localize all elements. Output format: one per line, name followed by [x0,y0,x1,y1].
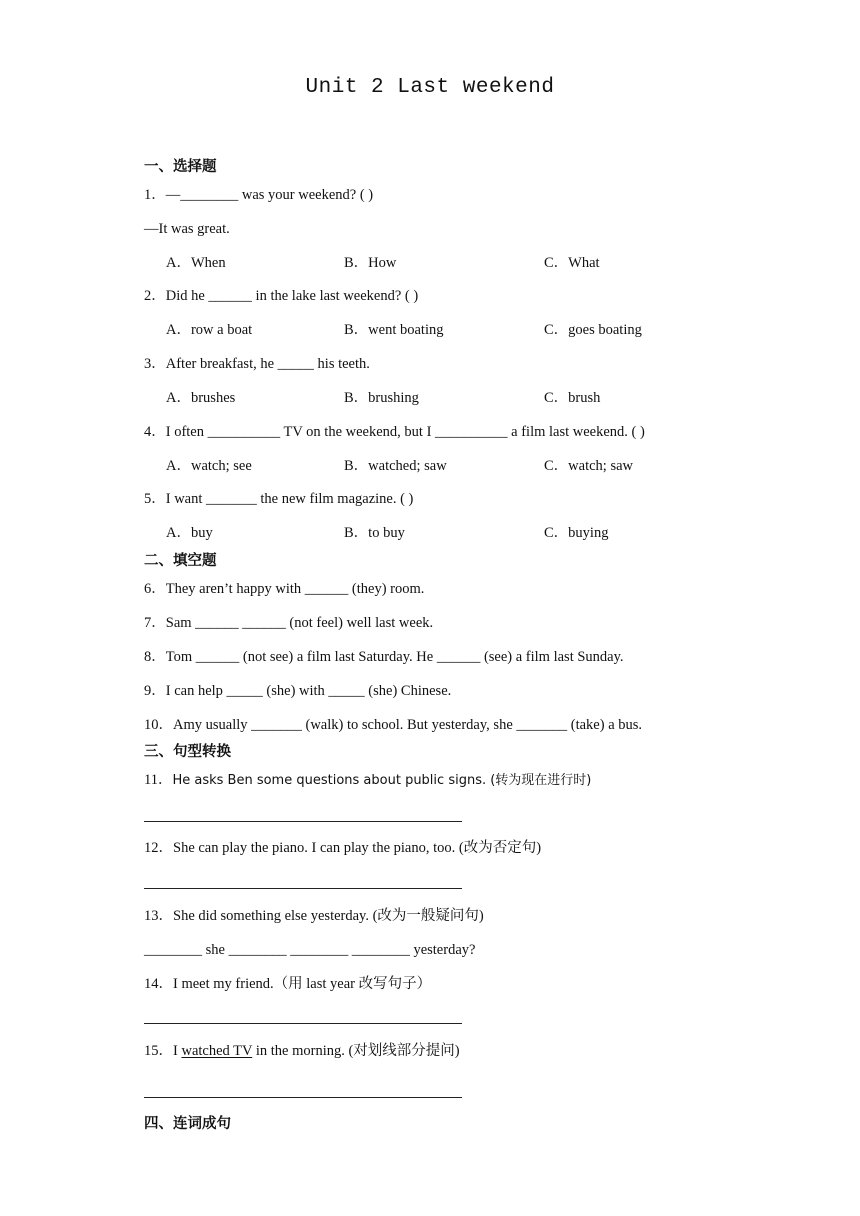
question-8: 8．Tom ______ (not see) a film last Saturday. He ______ (see) a film last Sunday. [144,649,624,665]
section-heading-word-order: 四、连词成句 [144,1116,231,1132]
question-15-prefix: 15．I [144,1043,182,1059]
question-1-answer-line: —It was great. [144,221,230,237]
question-15 [144,1041,460,1061]
question-2: 2．Did he ______ in the lake last weekend? ( ) [144,288,419,304]
question-4-option-b: B．watched; saw [344,458,447,474]
question-3-option-c: C．brush [544,390,601,406]
question-15-answer-line [144,1097,462,1098]
question-4: 4．I often __________ TV on the weekend, but I __________ a film last weekend. ( ) [144,424,645,440]
question-12-answer-line [144,888,462,889]
section-heading-multiple-choice: 一、选择题 [144,159,217,175]
question-12: 12．She can play the piano. I can play the piano, too. (改为否定句) [144,840,542,856]
question-1-option-a: A．When [166,255,226,271]
question-13-blanks: ________ she ________ ________ ________ yesterday? [144,942,476,958]
question-3: 3．After breakfast, he _____ his teeth. [144,356,370,372]
question-6: 6．They aren’t happy with ______ (they) room. [144,581,425,597]
question-1-option-c: C．What [544,255,600,271]
question-3-option-a: A．brushes [166,390,236,406]
question-7: 7．Sam ______ ______ (not feel) well last week. [144,615,434,631]
question-9: 9．I can help _____ (she) with _____ (she) Chinese. [144,683,452,699]
section-heading-sentence-transform: 三、句型转换 [144,744,231,760]
question-5: 5．I want _______ the new film magazine. ( ) [144,491,414,507]
question-11 [144,770,591,791]
question-5-option-c: C．buying [544,525,609,541]
question-13: 13．She did something else yesterday. (改为一般疑问句) [144,908,484,924]
question-11-answer-line [144,821,462,822]
question-11-text: He asks Ben some questions about public signs. (转为现在进行时) [172,773,592,788]
question-1: 1．—________ was your weekend? ( ) [144,187,374,203]
question-14-answer-line [144,1023,462,1024]
question-5-option-b: B．to buy [344,525,405,541]
question-5-option-a: A．buy [166,525,213,541]
question-10: 10．Amy usually _______ (walk) to school. But yesterday, she _______ (take) a bus. [144,717,643,733]
page-title: Unit 2 Last weekend [305,76,555,99]
question-2-option-b: B．went boating [344,322,444,338]
section-heading-fill-in: 二、填空题 [144,553,217,569]
question-15-underlined-phrase: watched TV [181,1043,253,1059]
question-1-option-b: B．How [344,255,397,271]
question-15-suffix: in the morning. (对划线部分提问) [252,1043,460,1059]
question-14: 14．I meet my friend.（用 last year 改写句子） [144,976,432,992]
question-4-option-c: C．watch; saw [544,458,633,474]
question-2-option-a: A．row a boat [166,322,253,338]
question-3-option-b: B．brushing [344,390,419,406]
question-4-option-a: A．watch; see [166,458,252,474]
question-2-option-c: C．goes boating [544,322,642,338]
question-11-number: 11． [144,772,173,788]
